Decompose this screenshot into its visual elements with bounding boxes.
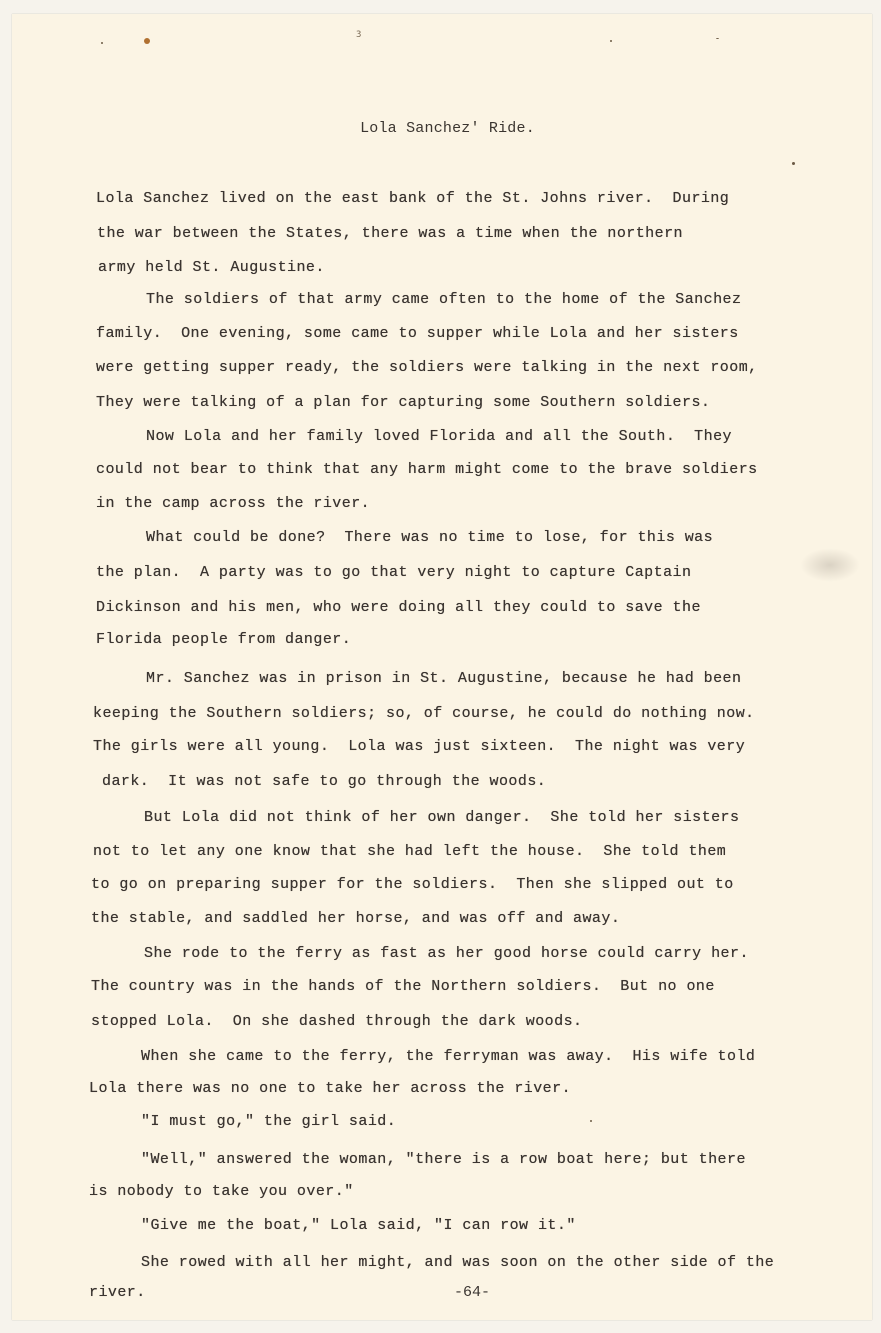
text-line: She rowed with all her might, and was soon on the other side of the	[141, 1254, 775, 1271]
text-line: army held St. Augustine.	[98, 259, 325, 276]
text-line: were getting supper ready, the soldiers were talking in the next room,	[96, 359, 758, 376]
paper-speck	[590, 1120, 592, 1122]
text-line: Dickinson and his men, who were doing all they could to save the	[96, 599, 701, 616]
text-line: stopped Lola. On she dashed through the dark woods.	[91, 1013, 583, 1030]
text-line: But Lola did not think of her own danger. She told her sisters	[144, 809, 740, 826]
text-line: the plan. A party was to go that very night to capture Captain	[96, 564, 692, 581]
text-line: not to let any one know that she had left the house. She told them	[93, 843, 727, 860]
text-line: could not bear to think that any harm might come to the brave soldiers	[96, 461, 758, 478]
text-line: Lola there was no one to take her across the river.	[89, 1080, 572, 1097]
text-line: Mr. Sanchez was in prison in St. Augustine, because he had been	[146, 670, 742, 687]
ink-smudge	[800, 548, 860, 582]
text-line: family. One evening, some came to supper while Lola and her sisters	[96, 325, 739, 342]
paper-speck	[792, 162, 795, 165]
page-mark: 3	[356, 30, 362, 40]
text-line: The soldiers of that army came often to the home of the Sanchez	[146, 291, 742, 308]
text-line: Now Lola and her family loved Florida and all the South. They	[146, 428, 732, 445]
text-line: Lola Sanchez lived on the east bank of the St. Johns river. During	[96, 190, 730, 207]
text-line: They were talking of a plan for capturing some Southern soldiers.	[96, 394, 711, 411]
text-line: keeping the Southern soldiers; so, of course, he could do nothing now.	[93, 705, 755, 722]
text-line: in the camp across the river.	[96, 495, 371, 512]
text-line: The girls were all young. Lola was just sixteen. The night was very	[93, 738, 746, 755]
text-line: the war between the States, there was a time when the northern	[97, 225, 683, 242]
page-number: -64-	[454, 1284, 491, 1301]
text-line: the stable, and saddled her horse, and was off and away.	[91, 910, 621, 927]
paper-speck	[716, 38, 719, 39]
text-line: Florida people from danger.	[96, 631, 352, 648]
paper-speck	[101, 42, 103, 44]
text-line: What could be done? There was no time to lose, for this was	[146, 529, 714, 546]
text-line: "Give me the boat," Lola said, "I can row it."	[141, 1217, 576, 1234]
paper-speck	[610, 40, 612, 42]
text-line: dark. It was not safe to go through the woods.	[102, 773, 547, 790]
paper-speck	[144, 38, 150, 44]
text-line: is nobody to take you over."	[89, 1183, 354, 1200]
text-line: river.	[89, 1284, 146, 1301]
page-title: Lola Sanchez' Ride.	[360, 120, 535, 137]
text-line: to go on preparing supper for the soldiers. Then she slipped out to	[91, 876, 734, 893]
text-line: "Well," answered the woman, "there is a row boat here; but there	[141, 1151, 746, 1168]
text-line: She rode to the ferry as fast as her good horse could carry her.	[144, 945, 749, 962]
text-line: The country was in the hands of the Northern soldiers. But no one	[91, 978, 715, 995]
text-line: "I must go," the girl said.	[141, 1113, 397, 1130]
text-line: When she came to the ferry, the ferryman was away. His wife told	[141, 1048, 756, 1065]
